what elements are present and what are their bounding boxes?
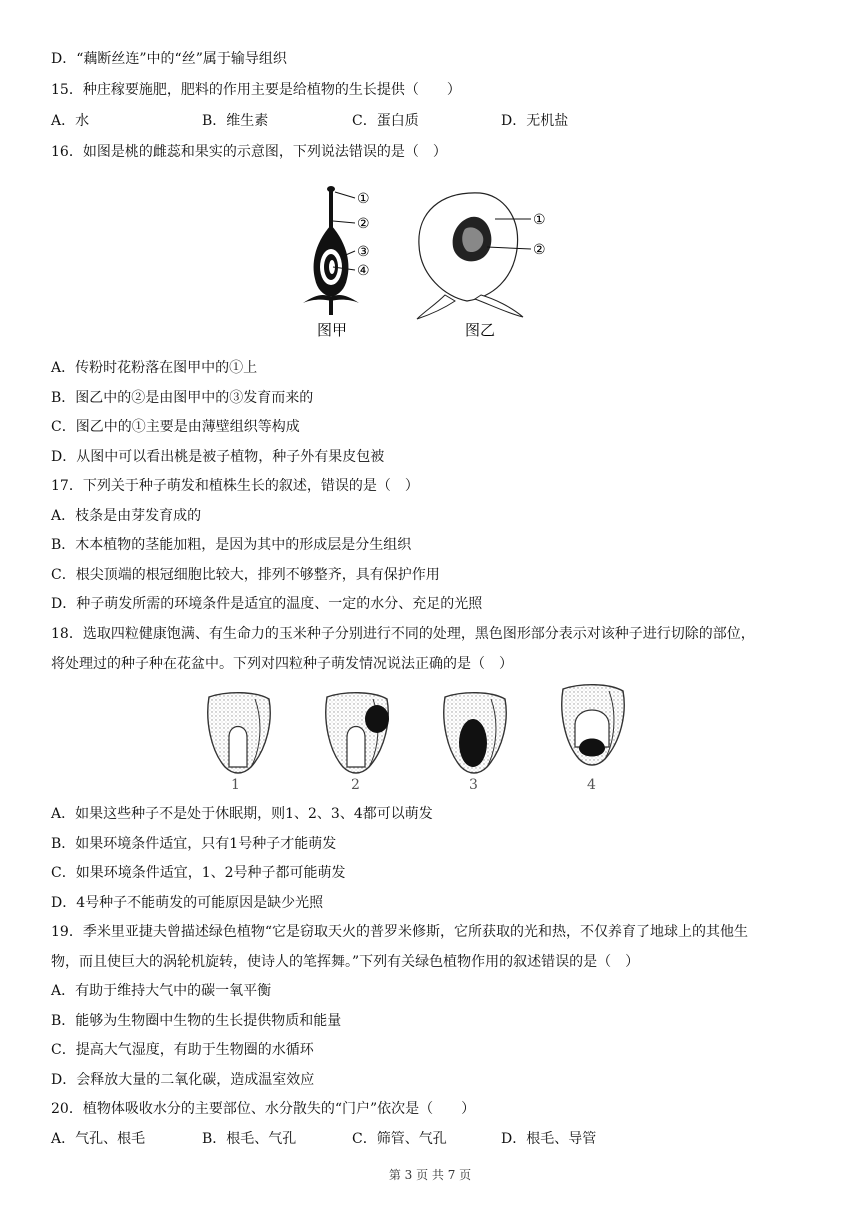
q18-stem-line-1: 18．选取四粒健康饱满、有生命力的玉米种子分别进行不同的处理，黑色图形部分表示对该种子进行切除的部位， (51, 626, 755, 642)
q16-option-a: A．传粉时花粉落在图甲中的①上 (51, 360, 258, 376)
seed-label-1: 1 (231, 777, 240, 793)
corn-seed-2 (326, 693, 389, 773)
corn-seed-1 (208, 693, 270, 773)
q18-option-a: A．如果这些种子不是处于休眠期，则1、2、3、4都可以萌发 (51, 806, 433, 822)
q17-option-c: C．根尖顶端的根冠细胞比较大，排列不够整齐，具有保护作用 (51, 567, 440, 583)
q16-option-b: B．图乙中的②是由图甲中的③发育而来的 (51, 390, 314, 406)
q17-stem: 17．下列关于种子萌发和植株生长的叙述，错误的是（ ） (51, 478, 419, 494)
page-footer: 第 3 页 共 7 页 (388, 1168, 472, 1182)
q20-option-c: C．筛管、气孔 (352, 1131, 447, 1147)
q19-option-b: B．能够为生物圈中生物的生长提供物质和能量 (51, 1013, 342, 1029)
q17-option-b: B．木本植物的茎能加粗，是因为其中的形成层是分生组织 (51, 537, 412, 553)
seed-label-3: 3 (469, 777, 478, 793)
q16-option-d: D．从图中可以看出桃是被子植物，种子外有果皮包被 (51, 449, 385, 465)
caption-jia: 图甲 (317, 321, 348, 339)
q19-option-a: A．有助于维持大气中的碳一氧平衡 (51, 983, 272, 999)
q15-option-c: C．蛋白质 (352, 113, 419, 129)
q20-stem: 20．植物体吸收水分的主要部位、水分散失的“门户”依次是（ ） (51, 1101, 476, 1117)
q19-option-c: C．提高大气湿度，有助于生物圈的水循环 (51, 1042, 314, 1058)
corn-seed-3 (444, 693, 506, 773)
fruit-label-1: ① (533, 212, 546, 228)
q18-figure (195, 683, 635, 795)
pistil-label-2: ② (357, 216, 370, 232)
q16-option-c: C．图乙中的①主要是由薄壁组织等构成 (51, 419, 300, 435)
corn-seed-4 (562, 685, 624, 765)
pistil-diagram (303, 186, 359, 315)
q14-option-d: D．“藕断丝连”中的“丝”属于输导组织 (51, 51, 287, 67)
seed-label-4: 4 (587, 777, 596, 793)
q15-option-d: D．无机盐 (501, 113, 569, 129)
q18-stem-line-2: 将处理过的种子种在花盆中。下列对四粒种子萌发情况说法正确的是（ ） (51, 656, 513, 672)
q20-option-a: A．气孔、根毛 (51, 1131, 146, 1147)
peach-fruit-diagram (417, 193, 531, 319)
fruit-label-2: ② (533, 242, 546, 258)
pistil-label-3: ③ (357, 244, 370, 260)
q19-option-d: D．会释放大量的二氧化碳，造成温室效应 (51, 1072, 315, 1088)
q15-option-a: A．水 (51, 113, 90, 129)
seed-label-2: 2 (351, 777, 360, 793)
q19-stem-line-2: 物，而且使巨大的涡轮机旋转，使诗人的笔挥舞。”下列有关绿色植物作用的叙述错误的是（ ） (51, 954, 640, 970)
q15-option-b: B．维生素 (202, 113, 269, 129)
q17-option-a: A．枝条是由芽发育成的 (51, 508, 202, 524)
pistil-label-4: ④ (357, 263, 370, 279)
q16-stem: 16．如图是桃的雌蕊和果实的示意图，下列说法错误的是（ ） (51, 144, 447, 160)
q18-option-c: C．如果环境条件适宜，1、2号种子都可能萌发 (51, 865, 346, 881)
q20-option-b: B．根毛、气孔 (202, 1131, 297, 1147)
q15-stem: 15．种庄稼要施肥，肥料的作用主要是给植物的生长提供（ ） (51, 82, 461, 98)
caption-yi: 图乙 (465, 321, 496, 339)
q18-option-b: B．如果环境条件适宜，只有1号种子才能萌发 (51, 836, 337, 852)
q16-figure (295, 183, 575, 343)
pistil-label-1: ① (357, 191, 370, 207)
q20-option-d: D．根毛、导管 (501, 1131, 597, 1147)
q18-option-d: D．4号种子不能萌发的可能原因是缺少光照 (51, 895, 324, 911)
q17-option-d: D．种子萌发所需的环境条件是适宜的温度、一定的水分、充足的光照 (51, 596, 483, 612)
q19-stem-line-1: 19．季米里亚捷夫曾描述绿色植物“它是窃取天火的普罗米修斯，它所获取的光和热，不仅养育了地球上的其他生 (51, 924, 748, 940)
